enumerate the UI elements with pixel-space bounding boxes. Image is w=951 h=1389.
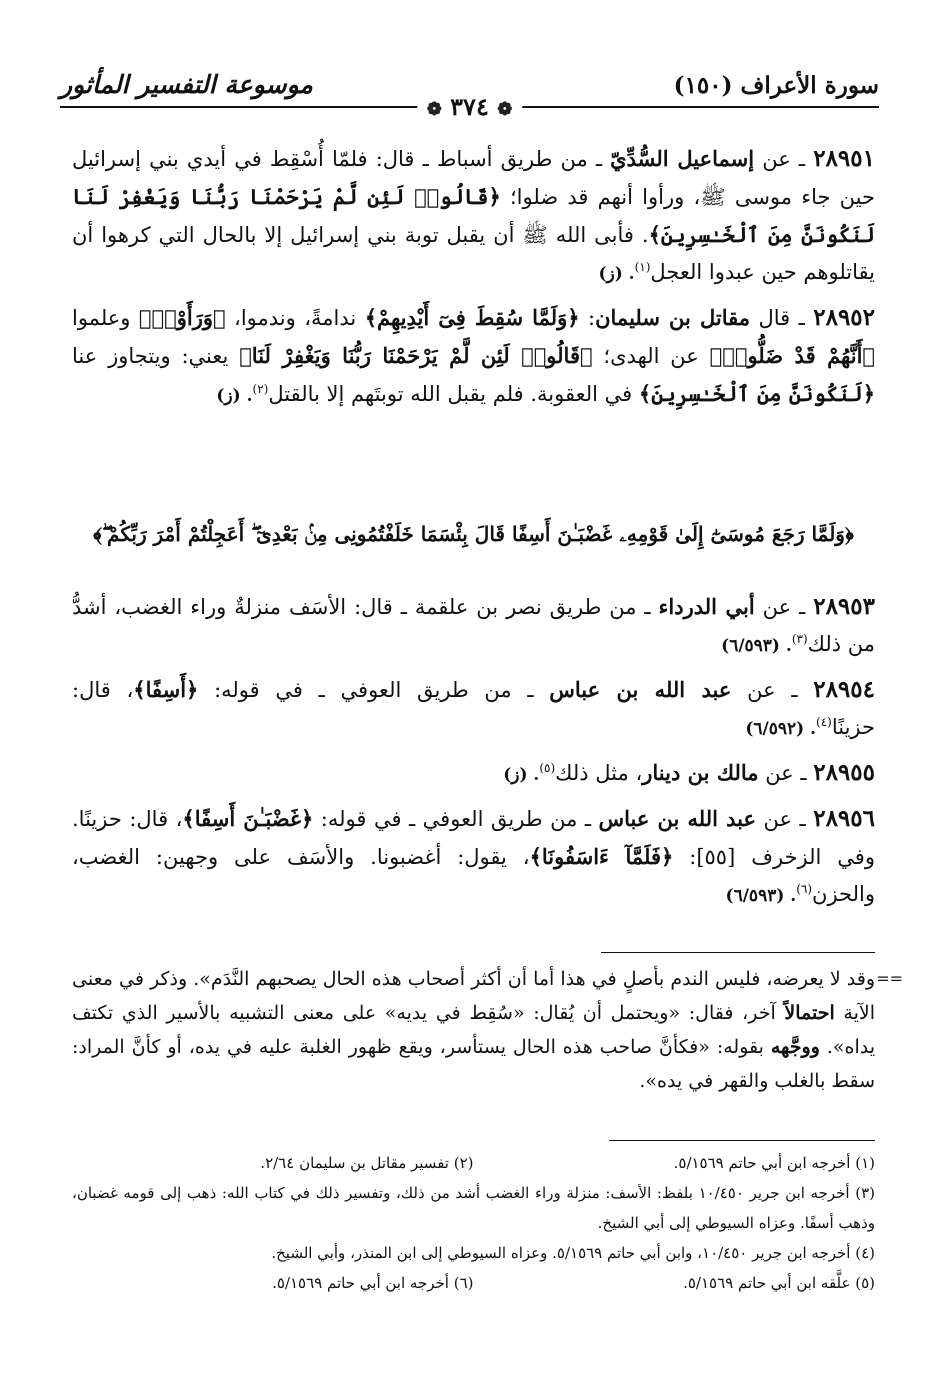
athar-entry-28953: ٢٨٩٥٣ ـ عن أبي الدرداء ـ من طريق نصر بن علقمة ـ قال: الأسَف منزلةٌ وراء الغضب، أشدُّ من ذلك$^{(٣)}$. (٦/٥٩٣)	[72, 593, 875, 656]
footnote-marker: (٣)	[791, 632, 808, 646]
footnote-marker: (٥)	[539, 761, 556, 775]
source-ref: . (ز)	[503, 765, 540, 785]
ornament-icon: ❁	[426, 99, 442, 120]
narrator-name: عبد الله بن عباس	[549, 677, 732, 702]
continuation-mark: ==	[876, 969, 903, 988]
source-ref: . (٦/٥٩٢)	[745, 719, 817, 739]
quran-quote: ﴿أَنَّهُمْ قَدْ ضَلُّوا۟﴾	[709, 343, 876, 368]
entry-number: ٢٨٩٥١	[813, 145, 875, 172]
entry-number: ٢٨٩٥٣	[813, 593, 875, 620]
narrator-name: إسماعيل السُّدِّيّ	[610, 146, 755, 171]
quran-quote: ﴿لَنَكُونَنَّ مِنَ ٱلْخَـٰسِرِينَ﴾	[638, 381, 875, 406]
narrator-name: عبد الله بن عباس	[598, 806, 757, 831]
footnote-marker: (٤)	[816, 715, 832, 729]
entry-number: ٢٨٩٥٦	[813, 805, 875, 832]
source-ref: . (ز)	[216, 386, 253, 406]
quran-quote: ﴿فَلَمَّآ ءَاسَفُونَا﴾	[529, 844, 674, 869]
quran-quote: ﴿أَسِفًا﴾	[133, 677, 199, 702]
footnote-3: (٣) أخرجه ابن جرير ١٠/٤٥٠ بلفظ: الأسف: منزلة وراء الغضب أشد من ذلك، وتفسير ذلك في كتاب الله: ذهب إلى قومه غضبان، وذهب أسفًا. وعزاه السيوطي إلى أبي الشيخ.	[72, 1184, 875, 1232]
footnotes	[72, 1148, 875, 1298]
quran-quote: ﴿قَالُوا۟ لَئِن لَّمْ يَرْحَمْنَا رَبُّنَا وَيَغْفِرْ لَنَا لَنَكُونَنَّ مِنَ ٱلْخَـٰسِرِينَ﴾	[72, 184, 875, 247]
quran-quote: ﴿وَلَمَّا سُقِطَ فِىٓ أَيْدِيهِمْ﴾	[364, 305, 580, 330]
running-header	[60, 62, 879, 122]
entry-number: ٢٨٩٥٥	[813, 759, 875, 786]
footnote-marker: (٦)	[796, 882, 813, 896]
entry-number: ٢٨٩٥٢	[813, 304, 876, 331]
note-separator	[601, 952, 875, 953]
surah-title: سورة الأعراف (١٥٠)	[673, 72, 879, 99]
athar-entry-28951: ٢٨٩٥١ ـ عن إسماعيل السُّدِّيّ ـ من طريق أسباط ـ قال: فلمّا أُسْقِط في أيدي بني إسرائيل حين جاء موسى ﷺ، ورأوا أنهم قد ضلوا؛ ﴿قَالُوا۟ لَئِن لَّمْ يَرْحَمْنَا رَبُّنَا وَيَغْفِرْ لَنَا لَنَكُونَنَّ مِنَ ٱلْخَـٰسِرِينَ﴾. فأبى الله ﷺ أن يقبل توبة بني إسرائيل إلا بالحال التي كرهوا أن يقاتلوهم حين عبدوا العجل$^{(١)}$. (ز)	[72, 145, 875, 284]
footnote-separator	[609, 1140, 875, 1141]
source-ref: . (٦/٥٩٣)	[725, 886, 797, 906]
quran-quote: ﴿وَرَأَوْا۟﴾	[138, 305, 226, 330]
footnote-2: (٢) تفسير مقاتل بن سليمان ٢/٦٤.	[260, 1154, 474, 1172]
quran-quote: ﴿قَالُوا۟ لَئِن لَّمْ يَرْحَمْنَا رَبُّنَا وَيَغْفِرْ لَنَا﴾	[239, 343, 593, 368]
continued-commentary: == وقد لا يعرضه، فليس الندم بأصلٍ في هذا أما أن أكثر أصحاب هذه الحال يصحبهم النَّدَم». وذكر في معنى الآية احتمالاً آخر، فقال: «ويحتمل أن يُقال: «سُقِط في يديه» على معنى التشبيه بالأسير الذي تكتف يداه». ووجَّهه بقوله: «فكأنَّ صاحب هذه الحال يستأسر، ويقع ظهور الغلبة عليه في يده، أو كأنَّ المراد: سقط بالغلب والقهر في يده».	[72, 962, 875, 1098]
athar-entry-28956: ٢٨٩٥٦ ـ عن عبد الله بن عباس ـ من طريق العوفي ـ في قوله: ﴿غَضْبَـٰنَ أَسِفًا﴾، قال: حزينًا. وفي الزخرف [٥٥]: ﴿فَلَمَّآ ءَاسَفُونَا﴾، يقول: أغضبونا. والأسَف على وجهين: الغضب، والحزن$^{(٦)}$. (٦/٥٩٣)	[72, 805, 875, 906]
footnote-marker: (٢)	[252, 382, 269, 396]
quran-quote: ﴿غَضْبَـٰنَ أَسِفًا﴾	[182, 806, 314, 831]
footnote-marker: (١)	[634, 260, 651, 274]
athar-entry-28954: ٢٨٩٥٤ ـ عن عبد الله بن عباس ـ من طريق العوفي ـ في قوله: ﴿أَسِفًا﴾، قال: حزينًا$^{(٤)}$. (٦/٥٩٢)	[72, 676, 875, 739]
source-ref: . (ز)	[598, 264, 635, 284]
verse-heading: ﴿وَلَمَّا رَجَعَ مُوسَىٰٓ إِلَىٰ قَوْمِهِۦ غَضْبَـٰنَ أَسِفًا قَالَ بِئْسَمَا خَلَفْتُمُونِى مِنۢ بَعْدِىٓ ۖ أَعَجِلْتُمْ أَمْرَ رَبِّكُمْ ۖ﴾	[93, 522, 854, 546]
footnote-6: (٦) أخرجه ابن أبي حاتم ٥/١٥٦٩.	[272, 1274, 474, 1292]
entry-number: ٢٨٩٥٤	[813, 676, 875, 703]
source-ref: . (٦/٥٩٣)	[721, 636, 792, 656]
main-text-upper	[72, 140, 875, 421]
footnote-4: (٤) أخرجه ابن جرير ١٠/٤٥٠، وابن أبي حاتم ٥/١٥٦٩. وعزاه السيوطي إلى ابن المنذر، وأبي الشيخ.	[271, 1244, 875, 1262]
main-text-lower	[72, 588, 875, 921]
book-title: موسوعة التفسير المأثور	[60, 70, 313, 99]
narrator-name: مالك بن دينار	[642, 760, 759, 785]
page-number: ٣٧٤	[450, 92, 489, 121]
narrator-name: مقاتل بن سليمان	[595, 305, 750, 330]
athar-entry-28955: ٢٨٩٥٥ ـ عن مالك بن دينار، مثل ذلك$^{(٥)}$. (ز)	[503, 759, 875, 786]
page-number-block	[417, 92, 523, 121]
footnote-1: (١) أخرجه ابن أبي حاتم ٥/١٥٦٩.	[673, 1154, 875, 1172]
ornament-icon: ❁	[497, 99, 513, 120]
footnote-5: (٥) علَّقه ابن أبي حاتم ٥/١٥٦٩.	[683, 1274, 875, 1292]
athar-entry-28952: ٢٨٩٥٢ ـ قال مقاتل بن سليمان: ﴿وَلَمَّا سُقِطَ فِىٓ أَيْدِيهِمْ﴾ ندامةً، وندموا، ﴿وَرَأَوْا۟﴾ وعلموا ﴿أَنَّهُمْ قَدْ ضَلُّوا۟﴾ عن الهدى؛ ﴿قَالُوا۟ لَئِن لَّمْ يَرْحَمْنَا رَبُّنَا وَيَغْفِرْ لَنَا﴾ يعني: ويتجاوز عنا ﴿لَنَكُونَنَّ مِنَ ٱلْخَـٰسِرِينَ﴾ في العقوبة. فلم يقبل الله توبتَهم إلا بالقتل$^{(٢)}$. (ز)	[72, 304, 876, 406]
narrator-name: أبي الدرداء	[658, 594, 755, 619]
